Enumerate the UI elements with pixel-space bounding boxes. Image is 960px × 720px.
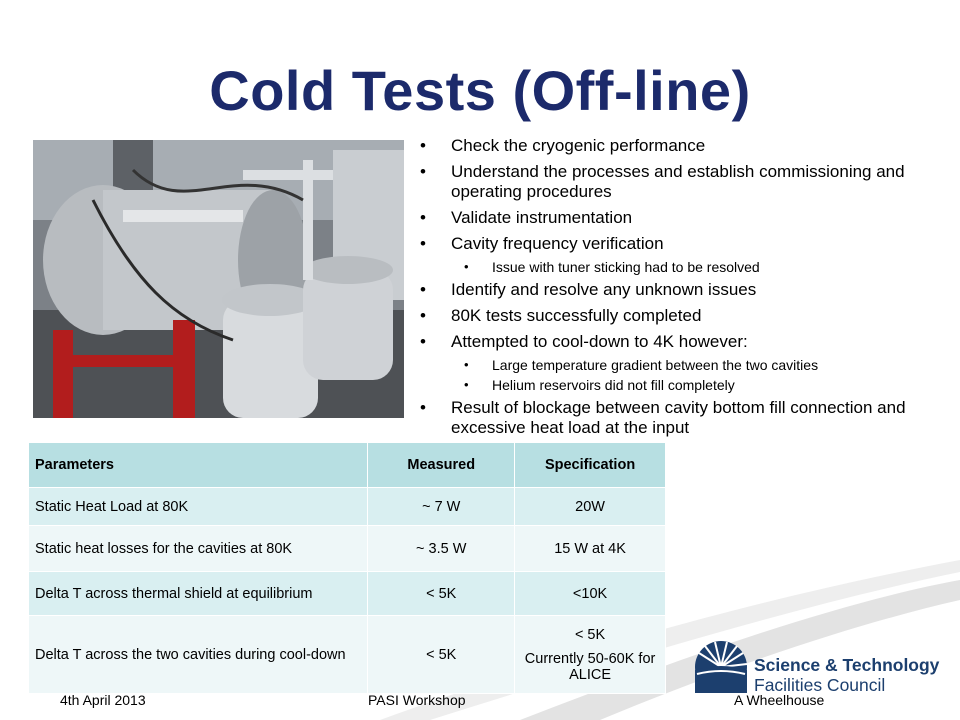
bullet-item: • Understand the processes and establish commissioning and operating procedures [412,162,952,202]
table-header-row [29,443,666,488]
parameter-cell: Static Heat Load at 80K [29,488,368,526]
bullet-item: • Validate instrumentation [412,208,952,228]
slide-title: Cold Tests (Off-line) [209,59,751,122]
footer-author: A Wheelhouse [734,692,825,708]
parameter-cell: Static heat losses for the cavities at 80K [29,526,368,572]
parameters-table [28,442,666,694]
bullet-item: • Check the cryogenic performance [412,136,952,156]
specification-value: < 5K [574,626,606,643]
parameter-cell: Delta T across the two cavities during cool-down [29,616,368,694]
logo-line-2: Facilities Council [754,675,886,695]
logo-line-1: Science & Technology [754,655,940,675]
measured-cell: < 5K [368,572,515,616]
bullet-item: • Cavity frequency verification [412,234,952,254]
column-header-specification: Specification [515,443,666,488]
table-row [29,572,666,616]
sub-bullet-item: • Helium reservoirs did not fill completely [412,376,952,394]
measured-cell: ~ 3.5 W [368,526,515,572]
specification-cell [515,616,666,694]
bullet-item: • Attempted to cool-down to 4K however: [412,332,952,352]
column-header-measured: Measured [368,443,515,488]
specification-cell: 20W [515,488,666,526]
bullet-item: • 80K tests successfully completed [412,306,952,326]
measured-cell: ~ 7 W [368,488,515,526]
bullet-item: • Identify and resolve any unknown issues [412,280,952,300]
table-row [29,526,666,572]
column-header-parameters: Parameters [29,443,368,488]
specification-note: Currently 50-60K for ALICE [524,650,656,683]
table-row [29,488,666,526]
specification-cell: 15 W at 4K [515,526,666,572]
measured-cell: < 5K [368,616,515,694]
parameter-cell: Delta T across thermal shield at equilibrium [29,572,368,616]
table-row [29,616,666,694]
sub-bullet-item: • Issue with tuner sticking had to be resolved [412,258,952,276]
cryomodule-photo [33,140,404,418]
bullet-list [412,136,952,444]
bullet-item: • Result of blockage between cavity bottom fill connection and excessive heat load at the input [412,398,952,438]
specification-cell: <10K [515,572,666,616]
footer-event: PASI Workshop [368,692,466,708]
sub-bullet-item: • Large temperature gradient between the two cavities [412,356,952,374]
footer-date: 4th April 2013 [60,692,146,708]
